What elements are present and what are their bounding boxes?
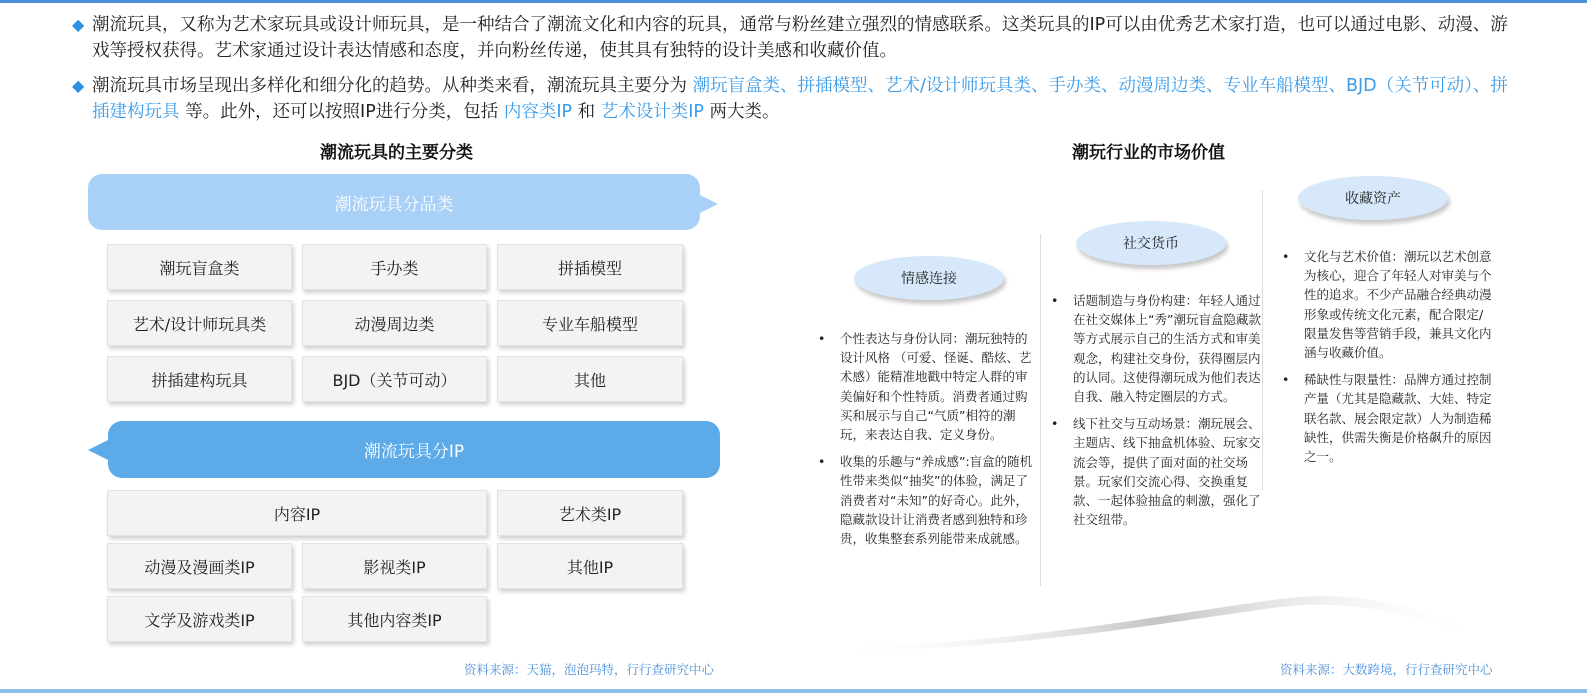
- content-ip-cell: 内容IP: [107, 490, 487, 536]
- collectible-asset-list: [1280, 247, 1492, 474]
- left-section-title: 潮流玩具的主要分类: [320, 143, 473, 163]
- left-source-note: 资料来源：天猫，泡泡玛特，行行查研究中心: [464, 662, 715, 677]
- list-item: • 稀缺性与限量性：品牌方通过控制产量（尤其是隐藏款、大娃、特定联名款、展会限定款）人为制造稀缺性，供需失衡是价格飙升的原因之一。: [1282, 372, 1492, 465]
- decorative-wave: [830, 585, 1490, 655]
- list-item: • 文化与艺术价值：潮玩以艺术创意为核心，迎合了年轻人对审美与个性的追求。不少产品融合经典动漫形象或传统文化元素，配合限定/限量发售等营销手段，兼具文化内涵与收藏价值。: [1282, 249, 1492, 361]
- ip-cell: 文学及游戏类IP: [107, 596, 292, 642]
- emotional-connection-list: [816, 329, 1038, 556]
- category-cell: 动漫周边类: [302, 300, 487, 346]
- ip-cell: 动漫及漫画类IP: [107, 543, 292, 589]
- collectible-asset-ellipse: 收藏资产: [1298, 176, 1448, 220]
- right-section-title: 潮玩行业的市场价值: [1072, 143, 1225, 163]
- intro-text-1: 潮流玩具，又称为艺术家玩具或设计师玩具，是一种结合了潮流文化和内容的玩具，通常与粉丝建立强烈的情感联系。这类玩具的IP可以由优秀艺术家打造，也可以通过电影、动漫、游戏等授权获得。艺术家通过设计表达情感和态度，并向粉丝传递，使其具有独特的设计美感和收藏价值。: [92, 15, 1508, 61]
- category-cell: 拼插模型: [497, 244, 683, 290]
- intro-text-2: 潮流玩具市场呈现出多样化和细分化的趋势。从种类来看，潮流玩具主要分为 潮玩盲盒类、拼插模型、艺术/设计师玩具类、手办类、动漫周边类、专业车船模型、BJD（关节可动）、拼插建构玩具 等。此外，还可以按照IP进行分类，包括 内容类IP 和 艺术设计类IP 两大类。: [92, 76, 1508, 122]
- emotional-connection-ellipse: 情感连接: [854, 256, 1004, 300]
- category-cell: 艺术/设计师玩具类: [107, 300, 292, 346]
- ip-banner: 潮流玩具分IP: [108, 421, 720, 478]
- top-accent-line: [0, 0, 1587, 3]
- category-cell: 潮玩盲盒类: [107, 244, 292, 290]
- list-item: • 话题制造与身份构建：年轻人通过在社交媒体上“秀”潮玩盲盒隐藏款等方式展示自己的生活方式和审美观念，构建社交身份，获得圈层内的认同。这使得潮玩成为他们表达自我、融入特定圈层的方式。: [1051, 293, 1261, 405]
- highlight-art-ip: 艺术设计类IP: [600, 102, 704, 122]
- category-cell: 手办类: [302, 244, 487, 290]
- list-item: • 收集的乐趣与“养成感”:盲盒的随机性带来类似“抽奖”的体验，满足了消费者对“未知”的好奇心。此外，隐藏款设计让消费者感到独特和珍贵，收集整套系列能带来成就感。: [818, 454, 1033, 547]
- bottom-accent-line: [0, 689, 1587, 693]
- diamond-bullet-icon: ◆: [72, 15, 85, 34]
- highlight-categories: 潮玩盲盒类、拼插模型、艺术/设计师玩具类、手办类、动漫周边类、专业车船模型、BJD（关节可动）、拼插建构玩具: [92, 76, 1508, 122]
- column-divider: [1262, 190, 1263, 490]
- ip-cell: 其他内容类IP: [302, 596, 487, 642]
- list-item: • 个性表达与身份认同：潮玩独特的设计风格 （可爱、怪诞、酷炫、艺术感）能精准地戳中特定人群的审美偏好和个性特质。消费者通过购买和展示与自己“气质”相符的潮玩，来表达自我、定义身份。: [818, 331, 1032, 443]
- column-divider: [1040, 234, 1041, 586]
- social-currency-ellipse: 社交货币: [1076, 221, 1226, 265]
- list-item: • 线下社交与互动场景：潮玩展会、主题店、线下抽盒机体验、玩家交流会等，提供了面对面的社交场景。玩家们交流心得、交换重复款、一起体验抽盒的刺激，强化了社交纽带。: [1051, 416, 1261, 528]
- category-cell: 其他: [497, 356, 683, 402]
- social-currency-list: [1049, 291, 1261, 537]
- ip-cell: 影视类IP: [302, 543, 487, 589]
- category-cell: 拼插建构玩具: [107, 356, 292, 402]
- category-banner: 潮流玩具分品类: [88, 174, 700, 230]
- diamond-bullet-icon: ◆: [72, 76, 85, 95]
- category-cell: 专业车船模型: [497, 300, 683, 346]
- right-source-note: 资料来源：大数跨境，行行查研究中心: [1280, 662, 1493, 677]
- banner-tail: [698, 194, 718, 214]
- banner-tail: [88, 440, 108, 460]
- ip-cell: 其他IP: [497, 543, 683, 589]
- category-cell: BJD（关节可动）: [302, 356, 487, 402]
- art-ip-cell: 艺术类IP: [497, 490, 683, 536]
- highlight-content-ip: 内容类IP: [503, 102, 573, 122]
- intro-paragraph-2: [72, 73, 1512, 125]
- intro-paragraph-1: [72, 12, 1512, 64]
